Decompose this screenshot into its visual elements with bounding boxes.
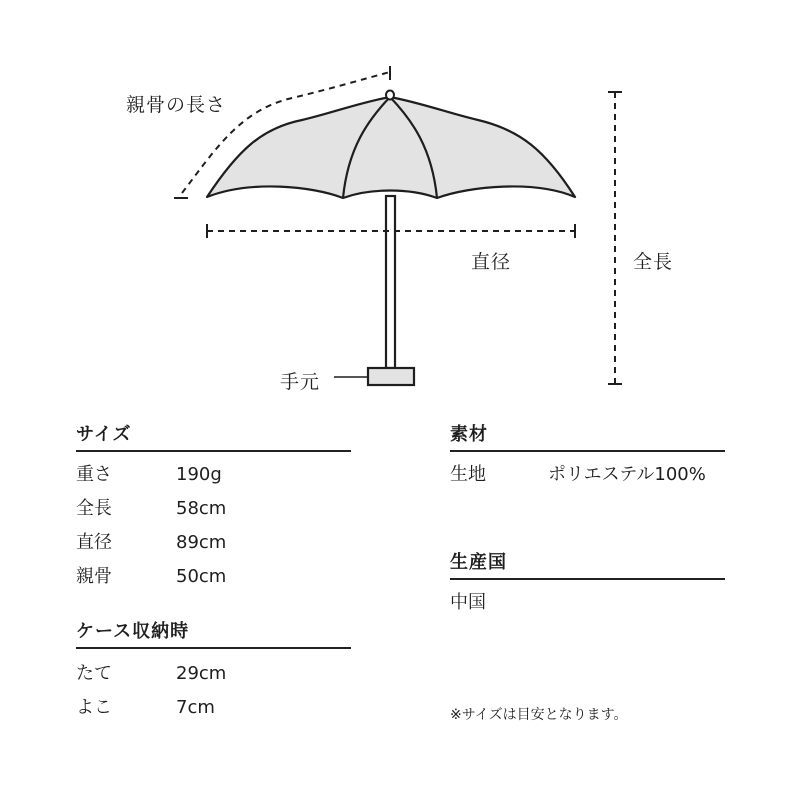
- size-section-title: サイズ: [76, 420, 351, 452]
- origin-section-title: 生産国: [450, 548, 725, 580]
- material-key: 生地: [450, 464, 486, 485]
- origin-row: [450, 586, 725, 620]
- umbrella-canopy: [207, 97, 575, 198]
- case-row-height: [76, 657, 351, 691]
- size-section: [76, 420, 351, 594]
- umbrella-tip: [386, 91, 394, 100]
- size-row-diameter: [76, 526, 351, 560]
- origin-value: 中国: [450, 592, 486, 613]
- size-disclaimer-note: ※サイズは目安となります。: [450, 707, 628, 723]
- size-value: 190g: [176, 464, 222, 485]
- case-key: よこ: [76, 697, 112, 718]
- case-value: 7cm: [176, 697, 215, 718]
- size-row-rib: [76, 560, 351, 594]
- rib-length-label: 親骨の長さ: [126, 94, 227, 116]
- case-value: 29cm: [176, 663, 227, 684]
- umbrella-handle: [368, 368, 414, 385]
- material-section-title: 素材: [450, 420, 725, 452]
- handle-label: 手元: [280, 371, 321, 393]
- origin-section: [450, 548, 725, 620]
- size-row-total-length: [76, 492, 351, 526]
- material-row-fabric: [450, 458, 725, 492]
- size-value: 89cm: [176, 532, 227, 553]
- material-value: ポリエステル100%: [548, 464, 706, 485]
- case-section: [76, 617, 351, 725]
- size-value: 50cm: [176, 566, 227, 587]
- case-key: たて: [76, 663, 112, 684]
- size-key: 直径: [76, 532, 112, 553]
- case-row-width: [76, 691, 351, 725]
- size-row-weight: [76, 458, 351, 492]
- size-key: 重さ: [76, 464, 112, 485]
- diameter-label: 直径: [471, 251, 512, 273]
- size-key: 親骨: [76, 566, 112, 587]
- total-length-label: 全長: [633, 251, 674, 273]
- material-section: [450, 420, 725, 492]
- size-key: 全長: [76, 498, 112, 519]
- umbrella-shaft: [386, 196, 395, 368]
- case-section-title: ケース収納時: [76, 617, 351, 649]
- size-value: 58cm: [176, 498, 227, 519]
